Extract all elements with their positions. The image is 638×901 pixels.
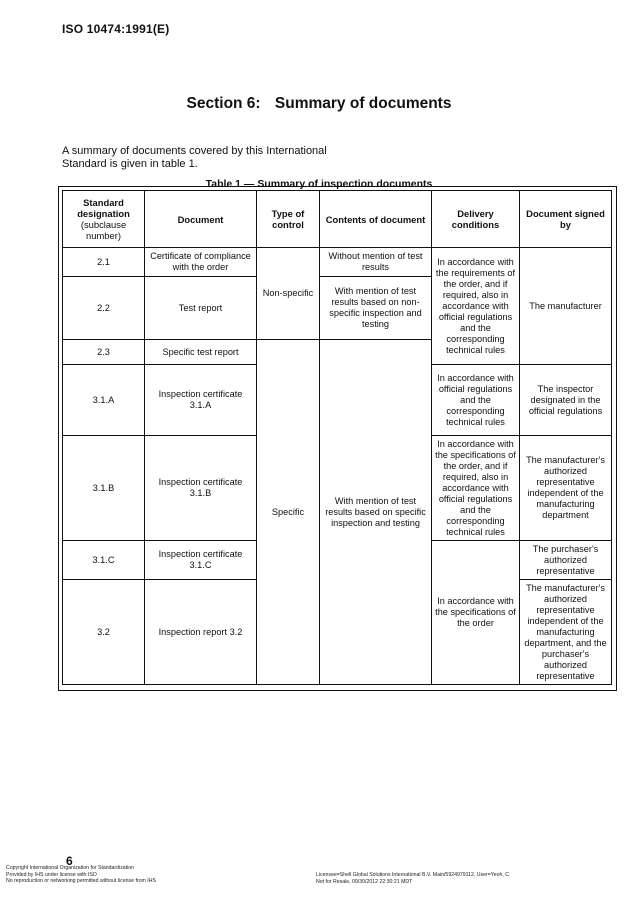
delivery-cell-group1: In accordance with the requirements of the order, and if required, also in accordance with official regulations and the corresponding technical rules — [432, 248, 520, 365]
header-designation: Standard designation (subclause number) — [63, 191, 145, 248]
signed-cell-purchaser-rep: The purchaser's authorized representative — [520, 541, 612, 580]
signed-cell-authorized-rep: The manufacturer's authorized representative independent of the manufacturing department — [520, 436, 612, 541]
header-type: Type of control — [257, 191, 320, 248]
signed-cell-manufacturer: The manufacturer — [520, 248, 612, 365]
delivery-cell-group2: In accordance with official regulations and the corresponding technical rules — [432, 365, 520, 436]
designation-cell: 3.1.B — [63, 436, 145, 541]
contents-cell-without: Without mention of test results — [320, 248, 432, 277]
contents-cell-with-non-specific: With mention of test results based on non-specific inspection and testing — [320, 277, 432, 340]
signed-cell-joint: The manufacturer's authorized representative independent of the manufacturing department, and the purchaser's authorized representative — [520, 580, 612, 685]
header-delivery: Delivery conditions — [432, 191, 520, 248]
table-row — [63, 248, 612, 277]
document-cell: Specific test report — [145, 340, 257, 365]
summary-table — [62, 190, 612, 685]
header-document: Document — [145, 191, 257, 248]
document-cell: Inspection certificate 3.1.A — [145, 365, 257, 436]
header-signed: Document signed by — [520, 191, 612, 248]
section-number: Section 6: — [186, 95, 261, 112]
section-heading — [0, 95, 638, 113]
designation-cell: 2.3 — [63, 340, 145, 365]
designation-cell: 2.2 — [63, 277, 145, 340]
footer-left-line: Copyright International Organization for Standardization — [6, 865, 135, 871]
document-cell: Inspection certificate 3.1.B — [145, 436, 257, 541]
table-caption: Table 1 — Summary of inspection documents — [205, 178, 433, 190]
footer-left-line: No reproduction or networking permitted without license from IHS — [6, 878, 156, 884]
contents-cell-with-specific: With mention of test results based on specific inspection and testing — [320, 340, 432, 685]
section-title: Summary of documents — [274, 95, 452, 112]
table-header-row — [63, 191, 612, 248]
document-cell: Inspection report 3.2 — [145, 580, 257, 685]
document-cell: Certificate of compliance with the order — [145, 248, 257, 277]
document-header: ISO 10474:1991(E) — [62, 22, 170, 36]
delivery-cell-group3: In accordance with the specifications of the order, and if required, also in accordance with official regulations and the corresponding technical rules — [432, 436, 520, 541]
document-cell: Test report — [145, 277, 257, 340]
signed-cell-inspector: The inspector designated in the official regulations — [520, 365, 612, 436]
page-number: 6 — [66, 854, 73, 868]
designation-cell: 3.1.A — [63, 365, 145, 436]
footer-right — [316, 872, 509, 885]
footer-right-line: Licensee=Shell Global Solutions International B.V. Main/5924979112, User=Yeoh, C — [316, 872, 510, 878]
footer-right-line: Not for Resale, 09/30/2012 22:30:21 MDT — [316, 878, 413, 885]
header-designation-sub: (subclause number) — [80, 219, 127, 241]
type-cell-specific: Specific — [257, 340, 320, 685]
document-cell: Inspection certificate 3.1.C — [145, 541, 257, 580]
designation-cell: 2.1 — [63, 248, 145, 277]
designation-cell: 3.2 — [63, 580, 145, 685]
delivery-cell-group4: In accordance with the specifications of the order — [432, 541, 520, 685]
footer-left-line: Provided by IHS under license with ISO — [6, 871, 97, 878]
footer-left — [6, 865, 156, 885]
designation-cell: 3.1.C — [63, 541, 145, 580]
intro-paragraph: A summary of documents covered by this International Standard is given in table 1. — [62, 145, 327, 170]
header-contents: Contents of document — [320, 191, 432, 248]
type-cell-non-specific: Non-specific — [257, 248, 320, 340]
